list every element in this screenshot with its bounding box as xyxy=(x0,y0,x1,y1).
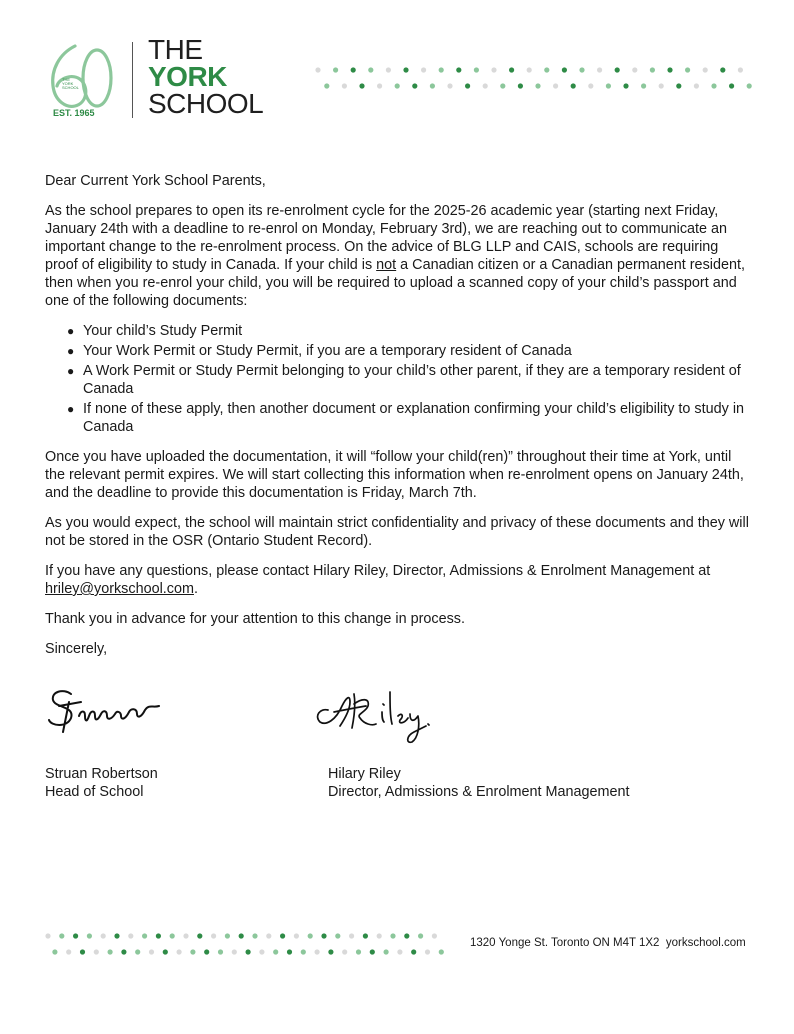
decorative-dot xyxy=(370,949,375,954)
decorative-dot xyxy=(432,933,437,938)
bullet-icon: ● xyxy=(67,364,75,378)
decorative-dot xyxy=(711,83,716,88)
decorative-dot xyxy=(121,949,126,954)
decorative-dot xyxy=(356,949,361,954)
decorative-dot xyxy=(294,933,299,938)
decorative-dot xyxy=(211,933,216,938)
logo-divider xyxy=(132,42,133,118)
decorative-dot xyxy=(579,67,584,72)
decorative-dot xyxy=(404,933,409,938)
closing: Sincerely, xyxy=(45,641,108,657)
decorative-dot xyxy=(315,67,320,72)
decorative-dot xyxy=(52,949,57,954)
decorative-dot xyxy=(59,933,64,938)
decorative-dot xyxy=(535,83,540,88)
salutation: Dear Current York School Parents, xyxy=(45,173,266,189)
sixty-anniversary-logo xyxy=(45,40,117,118)
decorative-dot xyxy=(729,83,734,88)
decorative-dot xyxy=(395,83,400,88)
bullet-icon: ● xyxy=(67,324,75,338)
decorative-dot xyxy=(128,933,133,938)
decorative-dot xyxy=(308,933,313,938)
decorative-dot xyxy=(412,83,417,88)
logo-est-text: EST. 1965 xyxy=(53,108,95,118)
decorative-dot xyxy=(384,949,389,954)
decorative-dot xyxy=(425,949,430,954)
decorative-dot xyxy=(659,83,664,88)
decorative-dot xyxy=(142,933,147,938)
decorative-dot xyxy=(232,949,237,954)
decorative-dot xyxy=(197,933,202,938)
decorative-dot xyxy=(418,933,423,938)
decorative-dot xyxy=(447,83,452,88)
decorative-dot xyxy=(632,67,637,72)
decorative-dot xyxy=(301,949,306,954)
decorative-dot xyxy=(94,949,99,954)
decorative-dot xyxy=(615,67,620,72)
decorative-dot xyxy=(342,83,347,88)
signatory-name: Struan Robertson xyxy=(45,766,158,782)
decorative-dot xyxy=(321,933,326,938)
decorative-dot xyxy=(562,67,567,72)
decorative-dot xyxy=(553,83,558,88)
footer-website: yorkschool.com xyxy=(665,937,746,949)
decorative-dot xyxy=(218,949,223,954)
school-name-york: YORK xyxy=(148,61,227,92)
decorative-dot xyxy=(170,933,175,938)
contact-email-link[interactable]: hriley@yorkschool.com xyxy=(45,581,194,597)
list-item xyxy=(45,400,755,436)
decorative-dot xyxy=(483,83,488,88)
decorative-dot xyxy=(239,933,244,938)
decorative-dot xyxy=(333,67,338,72)
decorative-dot xyxy=(509,67,514,72)
decorative-dot xyxy=(491,67,496,72)
decorative-dot xyxy=(544,67,549,72)
decorative-dot xyxy=(156,933,161,938)
decorative-dot xyxy=(315,949,320,954)
decorative-dot xyxy=(738,67,743,72)
decorative-dot xyxy=(328,949,333,954)
decorative-dot xyxy=(474,67,479,72)
decorative-dot xyxy=(351,67,356,72)
decorative-dot xyxy=(439,67,444,72)
decorative-dot xyxy=(439,949,444,954)
paragraph-follow-up: Once you have uploaded the documentation, it will “follow your child(ren)” throughout their time at York, until the relevant permit expires. We will start collecting this information when re-enrolment opens on January 24th, and the deadline to provide this documentation is Friday, March 7th. xyxy=(45,449,744,501)
decorative-dot xyxy=(676,83,681,88)
decorative-dot xyxy=(246,949,251,954)
logo-small-line-1: THE xyxy=(62,77,70,82)
letterhead xyxy=(0,0,794,140)
decorative-dot xyxy=(359,83,364,88)
paragraph-contact xyxy=(45,562,755,598)
school-name-school: SCHOOL xyxy=(148,88,264,119)
list-item-text: A Work Permit or Study Permit belonging to your child’s other parent, if they are a temporary resident of Canada xyxy=(83,363,741,397)
decorative-dot xyxy=(252,933,257,938)
decorative-dot xyxy=(397,949,402,954)
decorative-dot xyxy=(641,83,646,88)
signatory-block-director xyxy=(328,765,630,801)
decorative-dot xyxy=(694,83,699,88)
decorative-dot xyxy=(623,83,628,88)
decorative-dot xyxy=(390,933,395,938)
decorative-dot xyxy=(377,933,382,938)
decorative-dot xyxy=(163,949,168,954)
decorative-dot xyxy=(135,949,140,954)
footer-address: 1320 Yonge St. Toronto ON M4T 1X2 xyxy=(470,937,660,949)
decorative-dot xyxy=(335,933,340,938)
decorative-dot xyxy=(66,949,71,954)
decorative-dot-pattern-top xyxy=(314,64,760,92)
list-item xyxy=(45,322,755,340)
decorative-dot xyxy=(667,67,672,72)
decorative-dot xyxy=(456,67,461,72)
document-list xyxy=(45,322,755,436)
decorative-dot xyxy=(465,83,470,88)
paragraph-contact-text: If you have any questions, please contact Hilary Riley, Director, Admissions & Enrolment Management at xyxy=(45,563,711,579)
decorative-dot xyxy=(403,67,408,72)
decorative-dot xyxy=(500,83,505,88)
decorative-dot xyxy=(225,933,230,938)
decorative-dot xyxy=(685,67,690,72)
decorative-dot xyxy=(363,933,368,938)
list-item-text: Your child’s Study Permit xyxy=(83,323,243,339)
decorative-dot xyxy=(149,949,154,954)
decorative-dot xyxy=(287,949,292,954)
paragraph-intro-text: As the school prepares to open its re-enrolment cycle for the 2025-26 academic year (starting next Friday, January 24th with a deadline to re-enrol on Monday, February 3rd), we are reaching out to communicate an important change to the re-enrolment process. On the advice of BLG LLP and CAIS, schools are requiring proof of eligibility to study in Canada. If your child is xyxy=(45,203,728,273)
decorative-dot xyxy=(183,933,188,938)
decorative-dot xyxy=(101,933,106,938)
decorative-dot xyxy=(342,949,347,954)
school-name-the: THE xyxy=(148,34,203,65)
signature-area xyxy=(45,680,745,810)
decorative-dot xyxy=(421,67,426,72)
decorative-dot xyxy=(386,67,391,72)
letter-body xyxy=(45,172,755,670)
decorative-dot xyxy=(527,67,532,72)
emphasis-not: not xyxy=(376,257,397,273)
school-name xyxy=(148,36,263,117)
decorative-dot xyxy=(114,933,119,938)
decorative-dot xyxy=(80,949,85,954)
logo-small-line-2: YORK xyxy=(62,81,74,86)
decorative-dot xyxy=(266,933,271,938)
paragraph-contact-end: . xyxy=(193,581,198,597)
decorative-dot xyxy=(349,933,354,938)
decorative-dot xyxy=(324,83,329,88)
decorative-dot xyxy=(87,933,92,938)
paragraph-confidentiality: As you would expect, the school will maintain strict confidentiality and privacy of these documents and they will not be stored in the OSR (Ontario Student Record). xyxy=(45,515,749,549)
list-item xyxy=(45,342,755,360)
decorative-dot xyxy=(606,83,611,88)
decorative-dot xyxy=(650,67,655,72)
bullet-icon: ● xyxy=(67,402,75,416)
paragraph-thanks: Thank you in advance for your attention to this change in process. xyxy=(45,611,465,627)
decorative-dot xyxy=(747,83,752,88)
list-item-text: If none of these apply, then another document or explanation confirming your child’s eligibility to study in Canada xyxy=(83,401,745,435)
decorative-dot-pattern-bottom xyxy=(44,930,456,958)
paragraph-intro-text-cont: a Canadian citizen or a Canadian permanent resident, then when you re-enrol your child, you will be required to upload a scanned copy of your child’s passport and one of the following documents: xyxy=(45,257,745,309)
decorative-dot xyxy=(204,949,209,954)
signatory-name: Hilary Riley xyxy=(328,766,401,782)
decorative-dot xyxy=(368,67,373,72)
list-item-text: Your Work Permit or Study Permit, if you are a temporary resident of Canada xyxy=(83,343,572,359)
decorative-dot xyxy=(430,83,435,88)
logo-small-line-3: SCHOOL xyxy=(62,85,79,90)
decorative-dot xyxy=(45,933,50,938)
decorative-dot xyxy=(588,83,593,88)
footer-address-line xyxy=(470,937,746,949)
decorative-dot xyxy=(720,67,725,72)
decorative-dot xyxy=(411,949,416,954)
signatory-title: Director, Admissions & Enrolment Management xyxy=(328,784,630,800)
list-item xyxy=(45,362,755,398)
decorative-dot xyxy=(571,83,576,88)
decorative-dot xyxy=(377,83,382,88)
decorative-dot xyxy=(108,949,113,954)
signature-hilary-riley xyxy=(310,680,450,750)
decorative-dot xyxy=(259,949,264,954)
signatory-title: Head of School xyxy=(45,784,144,800)
decorative-dot xyxy=(280,933,285,938)
decorative-dot xyxy=(273,949,278,954)
decorative-dot xyxy=(73,933,78,938)
signatory-block-head xyxy=(45,765,158,801)
decorative-dot xyxy=(177,949,182,954)
decorative-dot xyxy=(518,83,523,88)
bullet-icon: ● xyxy=(67,344,75,358)
decorative-dot xyxy=(190,949,195,954)
decorative-dot xyxy=(703,67,708,72)
signature-struan-robertson xyxy=(45,680,185,740)
paragraph-intro xyxy=(45,202,755,310)
decorative-dot xyxy=(597,67,602,72)
